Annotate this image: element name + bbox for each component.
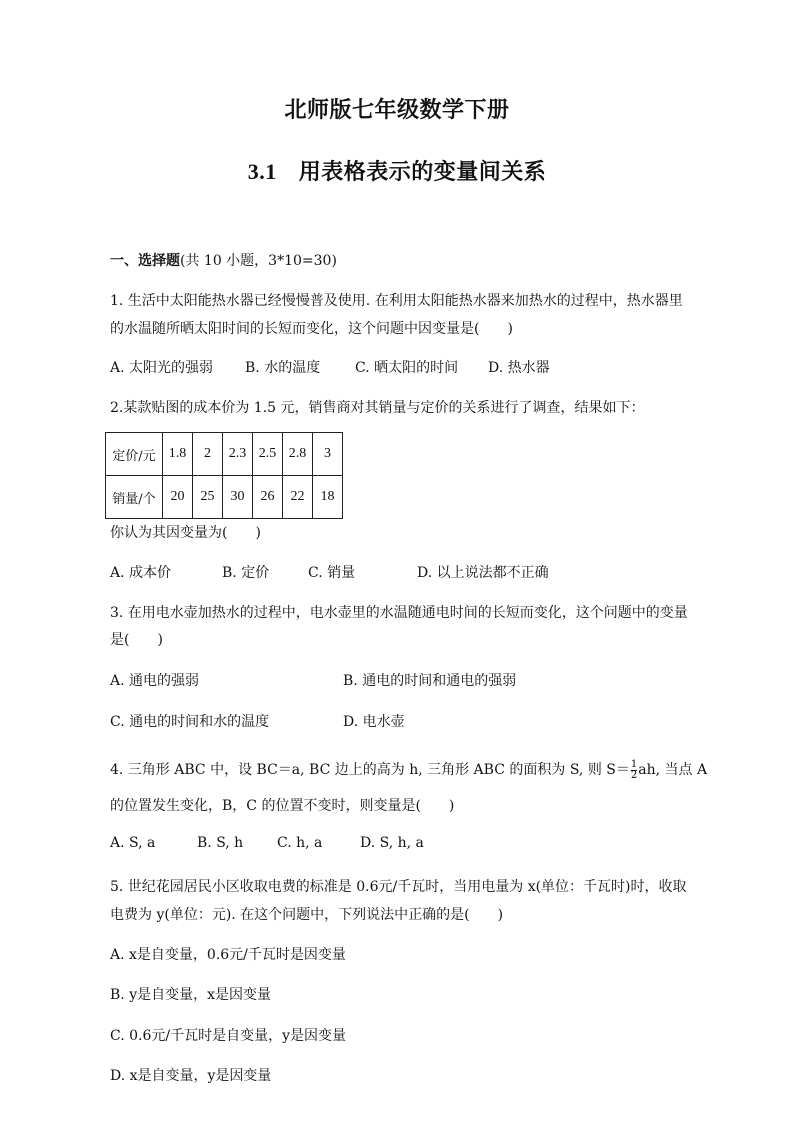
q5-option-c: C. 0.6元/千瓦时是自变量，y是因变量: [110, 1028, 347, 1044]
part-label: 一、选择题: [110, 253, 180, 269]
q5-option-d: D. x是自变量，y是因变量: [110, 1068, 272, 1084]
fraction-one-half: [631, 760, 637, 781]
q1-option-d: D. 热水器: [488, 360, 550, 376]
q4-option-d: D. S, h, a: [360, 835, 424, 851]
fraction-numerator: 1: [630, 758, 638, 770]
table-cell: 2: [193, 433, 223, 476]
table-cell: 销量/个: [106, 476, 163, 519]
section-heading: [0, 155, 794, 186]
q4-text-line2: 的位置发生变化，B，C 的位置不变时，则变量是( ): [110, 798, 455, 814]
table-cell: 定价/元: [106, 433, 163, 476]
q3-option-b: B. 通电的时间和通电的强弱: [343, 673, 517, 689]
table-cell: 26: [253, 476, 283, 519]
part-heading: [110, 250, 337, 270]
q5-option-a: A. x是自变量，0.6元/千瓦时是因变量: [110, 947, 346, 963]
q4-option-a: A. S, a: [110, 835, 156, 851]
q4-text-part2: ah, 当点 A: [638, 762, 708, 778]
table-cell: 22: [283, 476, 313, 519]
q1-option-a: A. 太阳光的强弱: [110, 360, 214, 376]
price-sales-table: [105, 432, 343, 519]
q3-option-a: A. 通电的强弱: [110, 673, 200, 689]
q4-option-b: B. S, h: [197, 835, 244, 851]
table-cell: 30: [223, 476, 253, 519]
table-cell: 20: [163, 476, 193, 519]
q5-text-line1: 5. 世纪花园居民小区收取电费的标准是 0.6元/千瓦时，当用电量为 x(单位：千瓦时)时，收取: [110, 879, 687, 895]
q5-option-b: B. y是自变量，x是因变量: [110, 987, 271, 1003]
fraction-denominator: 2: [630, 769, 638, 781]
q3-text-line2: 是( ): [110, 632, 163, 648]
q4-text-line1: [110, 759, 707, 781]
q4-option-c: C. h, a: [277, 835, 323, 851]
q3-option-c: C. 通电的时间和水的温度: [110, 714, 270, 730]
table-row: [106, 433, 343, 476]
q2-option-c: C. 销量: [308, 565, 356, 581]
table-cell: 3: [313, 433, 343, 476]
table-row: [106, 476, 343, 519]
part-note: (共 10 小题，3*10=30): [180, 253, 337, 269]
q2-option-b: B. 定价: [222, 565, 270, 581]
q1-option-c: C. 晒太阳的时间: [355, 360, 459, 376]
q3-option-d: D. 电水壶: [343, 714, 405, 730]
table-cell: 2.3: [223, 433, 253, 476]
table-cell: 1.8: [163, 433, 193, 476]
q1-text-line1: 1. 生活中太阳能热水器已经慢慢普及使用. 在利用太阳能热水器来加热水的过程中，热水器里: [110, 293, 683, 309]
section-number: 3.1: [247, 159, 277, 184]
q1-option-b: B. 水的温度: [245, 360, 321, 376]
document-title: 北师版七年级数学下册: [284, 97, 510, 123]
q1-text-line2: 的水温随所晒太阳时间的长短而变化，这个问题中因变量是( ): [110, 321, 513, 337]
q4-text-part1: 4. 三角形 ABC 中，设 BC＝a, BC 边上的高为 h, 三角形 ABC 的面积为 S, 则 S＝: [110, 762, 630, 778]
q2-text-line1: 2.某款贴图的成本价为 1.5 元，销售商对其销量与定价的关系进行了调查，结果如下：: [110, 400, 645, 416]
q5-text-line2: 电费为 y(单位：元). 在这个问题中，下列说法中正确的是( ): [110, 907, 504, 923]
table-cell: 2.5: [253, 433, 283, 476]
q2-option-a: A. 成本价: [110, 565, 172, 581]
table-cell: 18: [313, 476, 343, 519]
section-title: 用表格表示的变量间关系: [298, 159, 547, 185]
table-cell: 2.8: [283, 433, 313, 476]
q2-option-d: D. 以上说法都不正确: [417, 565, 549, 581]
q3-text-line1: 3. 在用电水壶加热水的过程中，电水壶里的水温随通电时间的长短而变化，这个问题中的变量: [110, 605, 688, 621]
table-cell: 25: [193, 476, 223, 519]
q2-text-line2: 你认为其因变量为( ): [110, 525, 261, 541]
